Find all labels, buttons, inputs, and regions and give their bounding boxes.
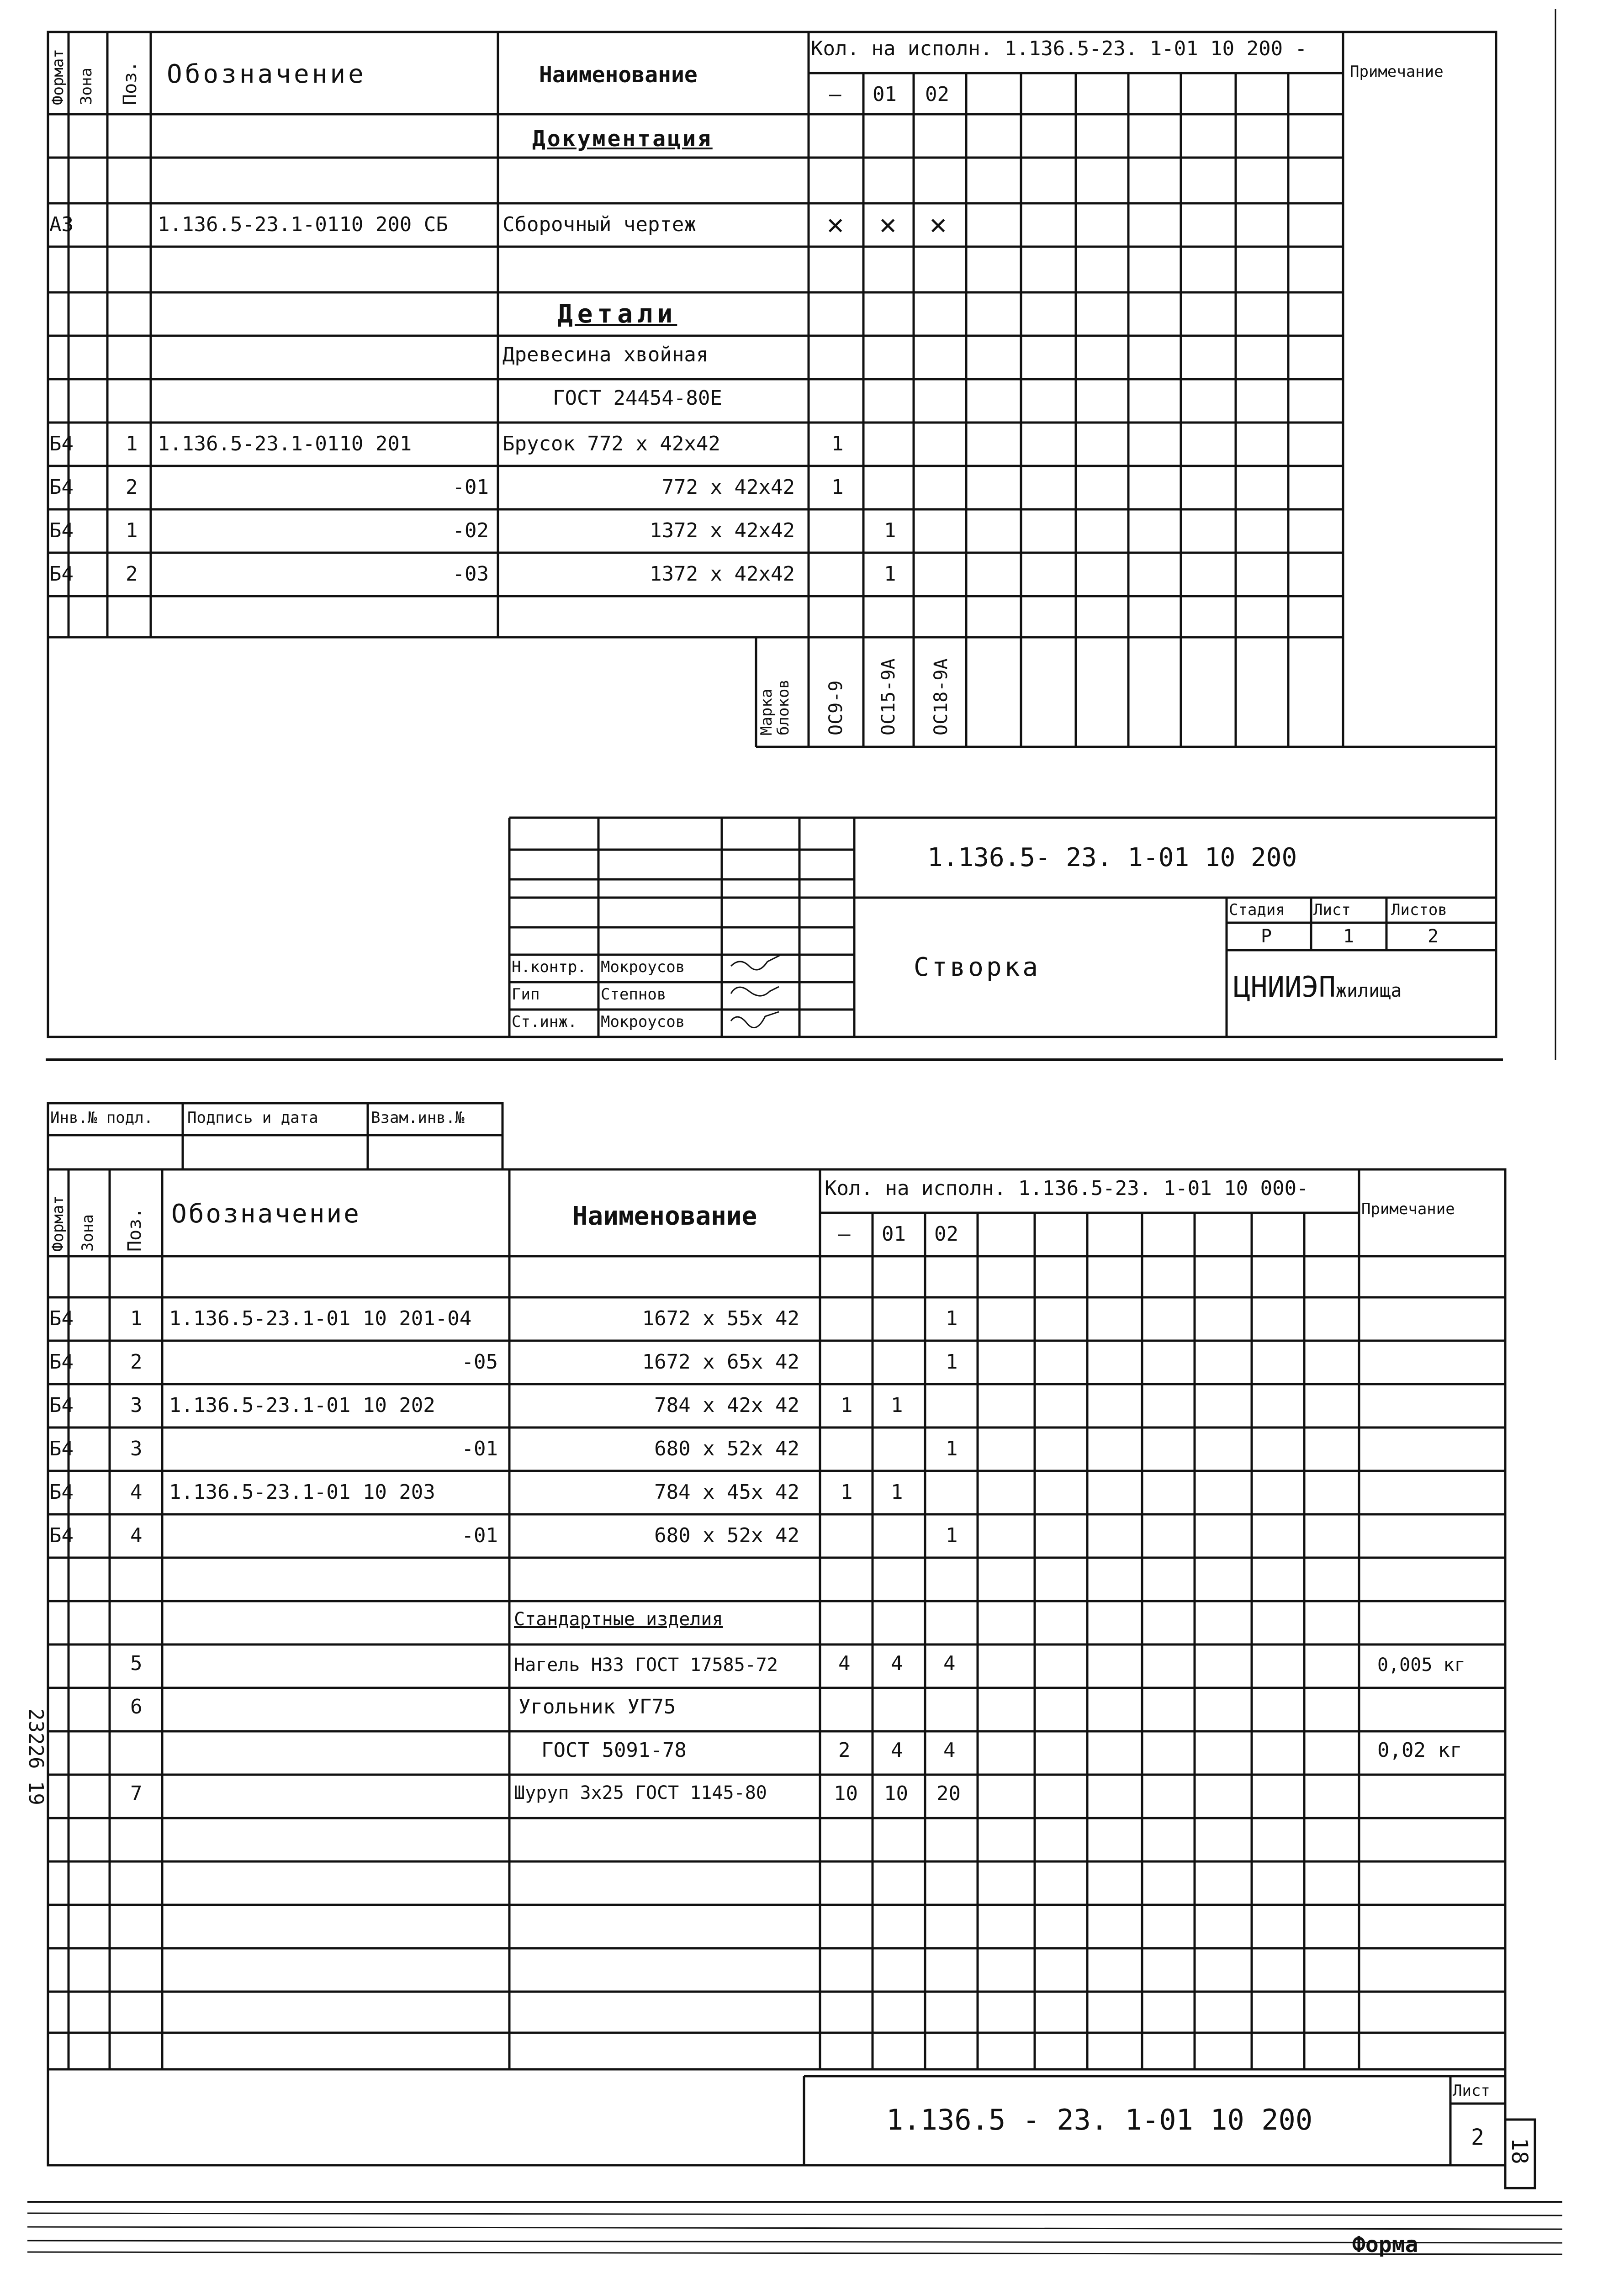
header-pos: Поз. (124, 1207, 145, 1252)
row-qty-0: ✕ (827, 207, 844, 241)
header-zone: Зона (77, 68, 95, 105)
row-qty-1: 1 (884, 562, 896, 586)
row-designation: -05 (461, 1350, 498, 1374)
row-designation: -01 (461, 1524, 498, 1547)
section-documentation: Документация (532, 126, 713, 152)
page-number: 18 (1507, 2138, 1532, 2164)
row-name: 1672 x 55x 42 (642, 1307, 799, 1330)
sheet-label: Лист (1313, 901, 1351, 919)
header-pos: Поз. (120, 61, 141, 105)
row-format: Б4 (49, 1480, 74, 1504)
row-name: 680 x 52x 42 (654, 1437, 799, 1460)
row-qty-1: 1 (891, 1480, 903, 1504)
mark-1: ОС15-9А (878, 658, 899, 735)
header-variant-0: — (829, 83, 841, 106)
row-format: Б4 (49, 476, 74, 499)
sheets-label: Листов (1391, 901, 1447, 919)
header-designation: Обозначение (171, 1199, 361, 1229)
forma-label: Форма (1352, 2232, 1418, 2258)
row-qty-1: 1 (891, 1394, 903, 1417)
header-variant-1: 01 (873, 83, 897, 106)
row-name: 1672 x 65x 42 (642, 1350, 799, 1374)
row-format: Б4 (49, 1524, 74, 1547)
row-format: Б4 (49, 519, 74, 542)
row-format: Б4 (49, 1437, 74, 1460)
row-pos: 7 (130, 1782, 143, 1805)
row-pos: 1 (130, 1307, 143, 1330)
sheets-value: 2 (1428, 926, 1439, 947)
row-designation: -03 (452, 562, 489, 586)
row-pos: 6 (130, 1695, 143, 1718)
row-name: Брусок 772 x 42x42 (503, 432, 720, 455)
header-zone: Зона (79, 1214, 97, 1252)
row-pos: 4 (130, 1524, 143, 1547)
org-small: жилища (1335, 980, 1402, 1001)
header-designation: Обозначение (167, 59, 366, 89)
row-qty-0: 10 (834, 1782, 858, 1805)
header-format: Формат (49, 49, 67, 105)
title-code: 1.136.5- 23. 1-01 10 200 (927, 843, 1297, 872)
header-variant-2: 02 (934, 1222, 958, 1246)
row-note: 0,005 кг (1377, 1655, 1465, 1676)
inv-header-0: Инв.№ подл. (50, 1109, 153, 1127)
footer-sheet-value: 2 (1471, 2125, 1484, 2150)
signatures (731, 955, 781, 1028)
row-name: Сборочный чертеж (503, 213, 696, 236)
row-designation: -02 (452, 519, 489, 542)
role-0: Н.контр. (512, 958, 587, 976)
mark-0: ОС9-9 (825, 680, 846, 735)
header-qty: Кол. на исполн. 1.136.5-23. 1-01 10 000- (825, 1177, 1309, 1200)
row-qty-1: 4 (891, 1739, 903, 1762)
role-2: Ст.инж. (512, 1013, 577, 1031)
row-designation: 1.136.5-23.1-01 10 203 (169, 1480, 435, 1504)
row-name: 1372 x 42x42 (650, 519, 795, 542)
row-gost: ГОСТ 24454-80Е (553, 386, 722, 410)
mark-2: ОС18-9А (931, 658, 952, 735)
role-1: Гип (512, 985, 540, 1004)
row-format: Б4 (49, 1394, 74, 1417)
row-qty-1: 1 (884, 519, 896, 542)
name-2: Мокроусов (601, 1013, 685, 1031)
stage-label: Стадия (1229, 901, 1285, 919)
row-pos: 4 (130, 1480, 143, 1504)
row-name: ГОСТ 5091-78 (541, 1739, 687, 1762)
row-material: Древесина хвойная (503, 343, 709, 366)
footer-sheet-label: Лист (1453, 2082, 1490, 2100)
org-name (1233, 970, 1402, 1004)
header-variant-0: — (838, 1222, 851, 1246)
row-qty-2: ✕ (930, 207, 947, 241)
name-1: Степнов (601, 985, 667, 1004)
row-name: 772 x 42x42 (661, 476, 795, 499)
row-qty-0: 1 (841, 1480, 853, 1504)
row-qty-0: 1 (841, 1394, 853, 1417)
row-qty-2: 20 (936, 1782, 961, 1805)
row-pos: 3 (130, 1394, 143, 1417)
row-qty-2: 1 (946, 1350, 958, 1374)
row-qty-2: 4 (943, 1652, 956, 1675)
row-qty-1: 4 (891, 1652, 903, 1675)
row-qty-2: 4 (943, 1739, 956, 1762)
header-name: Наименование (572, 1201, 757, 1231)
row-name: Шуруп 3x25 ГОСТ 1145-80 (514, 1782, 767, 1803)
row-designation: -01 (452, 476, 489, 499)
row-qty-2: 1 (946, 1524, 958, 1547)
row-pos: 2 (126, 562, 138, 586)
row-designation: 1.136.5-23.1-01 10 202 (169, 1394, 435, 1417)
row-format: Б4 (49, 1350, 74, 1374)
row-name: 784 x 42x 42 (654, 1394, 799, 1417)
row-designation: 1.136.5-23.1-01 10 201-04 (169, 1307, 472, 1330)
header-note: Примечание (1361, 1200, 1455, 1218)
row-qty-2: 1 (946, 1437, 958, 1460)
row-name: Нагель Н33 ГОСТ 17585-72 (514, 1655, 778, 1676)
header-format: Формат (49, 1195, 67, 1252)
row-format: А3 (49, 213, 74, 236)
inv-header-2: Взам.инв.№ (371, 1109, 465, 1127)
row-qty-2: 1 (946, 1307, 958, 1330)
header-qty: Кол. на исполн. 1.136.5-23. 1-01 10 200 - (811, 37, 1307, 60)
row-qty-0: 1 (831, 476, 844, 499)
marks-label: Марка блоков (757, 679, 793, 735)
row-format: Б4 (49, 562, 74, 586)
sheet-value: 1 (1343, 926, 1354, 947)
row-pos: 2 (126, 476, 138, 499)
row-note: 0,02 кг (1377, 1739, 1462, 1762)
row-pos: 1 (126, 432, 138, 455)
stage-value: Р (1261, 926, 1272, 947)
title-name: Створка (914, 952, 1041, 982)
row-name: 1372 x 42x42 (650, 562, 795, 586)
row-format: Б4 (49, 432, 74, 455)
row-qty-0: 2 (838, 1739, 851, 1762)
side-stamp: 23226 19 (24, 1708, 48, 1805)
header-variant-2: 02 (925, 83, 949, 106)
row-qty-0: 4 (838, 1652, 851, 1675)
row-format: Б4 (49, 1307, 74, 1330)
header-name: Наименование (539, 62, 698, 88)
section-standard-items: Стандартные изделия (514, 1609, 723, 1630)
org-big: ЦНИИЭП (1233, 970, 1336, 1004)
name-0: Мокроусов (601, 958, 685, 976)
row-designation: -01 (461, 1437, 498, 1460)
footer-code: 1.136.5 - 23. 1-01 10 200 (886, 2103, 1313, 2136)
row-name: 680 x 52x 42 (654, 1524, 799, 1547)
row-name: 784 x 45x 42 (654, 1480, 799, 1504)
row-pos: 1 (126, 519, 138, 542)
header-variant-1: 01 (882, 1222, 906, 1246)
row-designation: 1.136.5-23.1-0110 200 СБ (158, 213, 448, 236)
row-pos: 2 (130, 1350, 143, 1374)
row-pos: 3 (130, 1437, 143, 1460)
section-details: Детали (557, 299, 677, 329)
row-qty-1: ✕ (879, 207, 897, 241)
row-qty-1: 10 (884, 1782, 908, 1805)
row-name: Угольник УГ75 (518, 1695, 676, 1718)
header-note: Примечание (1350, 63, 1444, 81)
row-designation: 1.136.5-23.1-0110 201 (158, 432, 412, 455)
inv-header-1: Подпись и дата (187, 1109, 318, 1127)
row-pos: 5 (130, 1652, 143, 1675)
row-qty-0: 1 (831, 432, 844, 455)
